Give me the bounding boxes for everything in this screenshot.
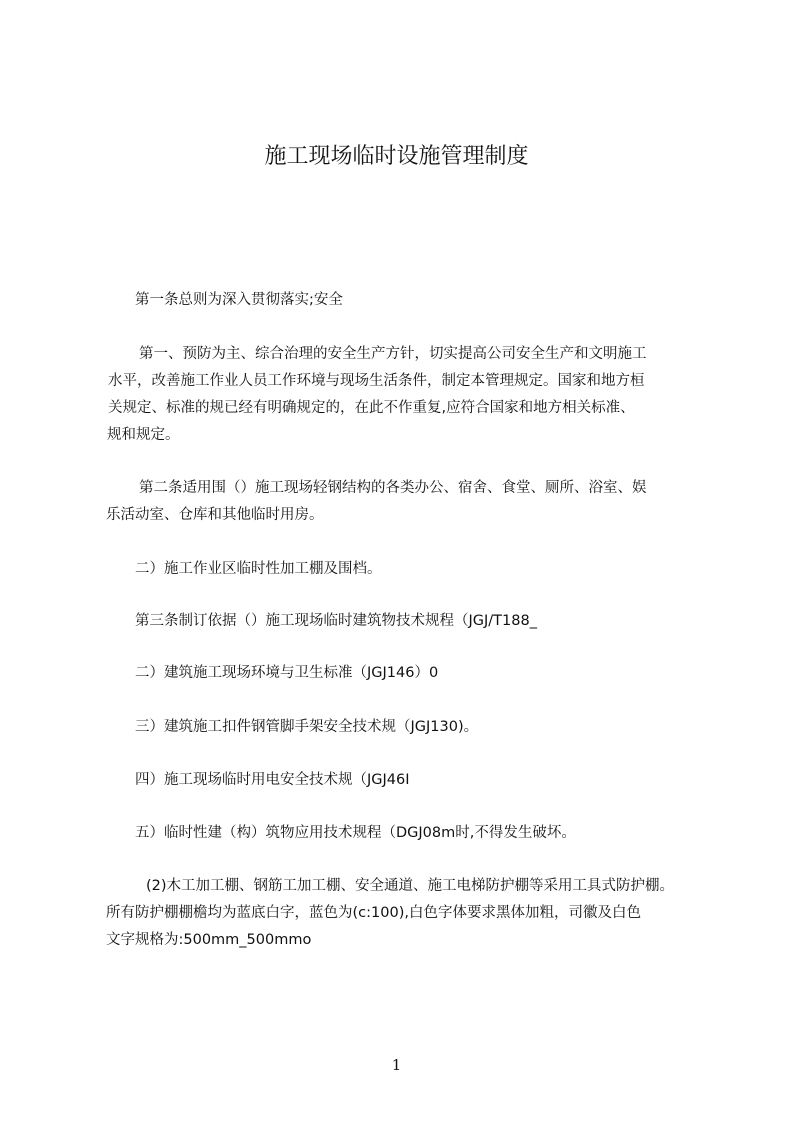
text-line: 第一、预防为主、综合治理的安全生产方针，切实提高公司安全生产和文明施工 — [139, 346, 647, 362]
paragraph-protective-shed — [106, 873, 706, 954]
text-line: 第三条制订依据（）施工现场临时建筑物技术规程（JGJ/T188_ — [135, 613, 537, 629]
page-number: 1 — [391, 1056, 402, 1074]
text-line: 第二条适用围（）施工现场轻钢结构的各类办公、宿舍、食堂、厕所、浴室、娱 — [139, 480, 647, 496]
text-line: 规和规定。 — [107, 427, 180, 443]
text-line: 二）施工作业区临时性加工棚及围档。 — [135, 561, 382, 577]
paragraph-processing-shed — [135, 556, 735, 583]
text-line: 三）建筑施工扣件钢管脚手架安全技术规（JGJ130)。 — [135, 719, 479, 735]
text-line: 二）建筑施工现场环境与卫生标准（JGJ146）0 — [135, 665, 439, 681]
text-line: 第一条总则为深入贯彻落实;安全 — [135, 292, 343, 308]
paragraph-basis-3 — [135, 714, 735, 741]
paragraph-basis-4 — [135, 767, 735, 794]
text-line: 水平，改善施工作业人员工作环境与现场生活条件，制定本管理规定。国家和地方桓 — [108, 373, 645, 389]
text-line: 关规定、标准的规已经有明确规定的，在此不作重复,应符合国家和地方相关标准、 — [108, 400, 635, 416]
paragraph-scope — [106, 475, 706, 529]
text-line: 所有防护棚棚檐均为蓝底白字，蓝色为(c:100),白色字体要求黑体加粗，司徽及白色 — [106, 905, 641, 921]
text-line: 文字规格为:500mm_500mmo — [106, 932, 312, 948]
paragraph-general-principle — [135, 287, 735, 314]
text-line: 乐活动室、仓库和其他临时用房。 — [106, 507, 324, 523]
document-title: 施工现场临时设施管理制度 — [264, 144, 529, 169]
text-line: (2)木工加工棚、钢筋工加工棚、安全通道、施工电梯防护棚等采用工具式防护棚。 — [146, 878, 675, 894]
paragraph-first — [106, 341, 706, 449]
paragraph-basis-5 — [135, 820, 735, 847]
text-line: 四）施工现场临时用电安全技术规（JGJ46I — [135, 772, 410, 788]
paragraph-basis — [135, 608, 735, 635]
text-line: 五）临时性建（构）筑物应用技术规程（DGJ08m时,不得发生破坏。 — [135, 825, 576, 841]
paragraph-basis-2 — [135, 660, 735, 687]
